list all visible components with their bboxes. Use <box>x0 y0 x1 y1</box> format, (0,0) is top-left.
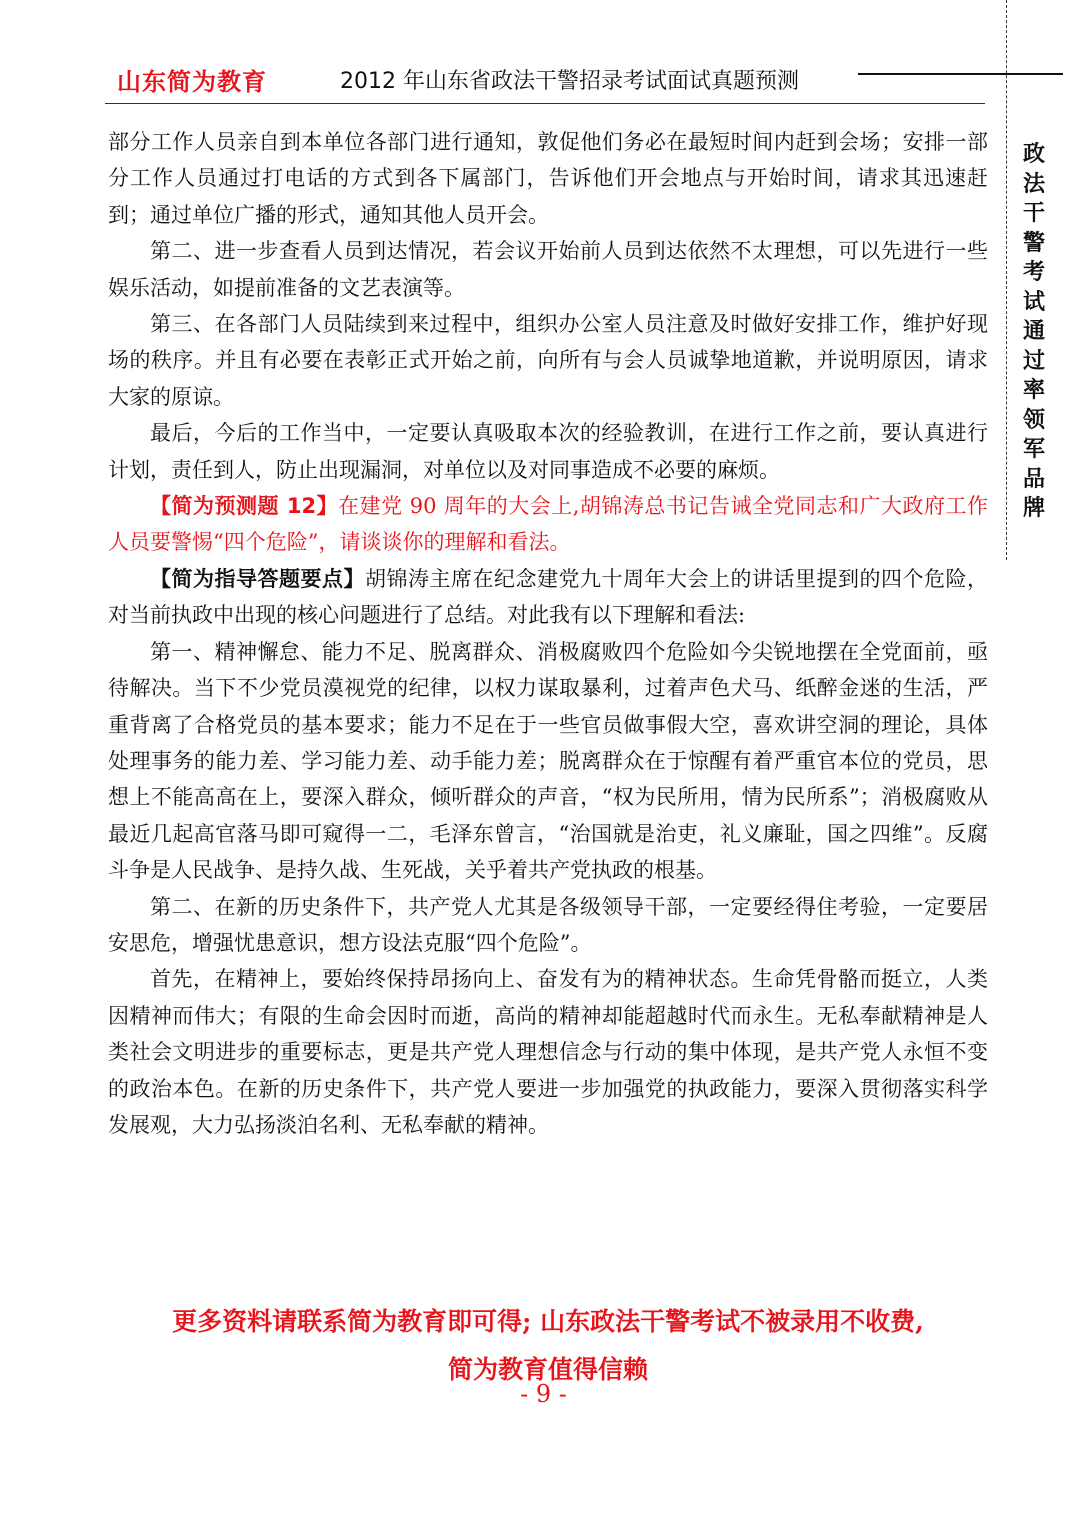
side-char: 领 <box>1022 406 1045 433</box>
answer-text: 胡锦涛主席在纪念建党九十周年大会上的讲话里提到的四个危险，对当前执政中出现的核心问题进行了总结。对此我有以下理解和看法: <box>108 566 988 628</box>
side-char: 率 <box>1022 377 1045 403</box>
side-char: 考 <box>1022 259 1045 285</box>
paragraph: 第二、进一步查看人员到达情况，若会议开始前人员到达依然不太理想，可以先进行一些娱乐活动，如提前准备的文艺表演等。 <box>108 239 988 300</box>
side-char: 通 <box>1022 318 1045 344</box>
side-banner <box>1016 140 1052 524</box>
side-char: 试 <box>1022 288 1045 315</box>
side-char: 法 <box>1022 170 1045 197</box>
brand-name: 山东简为教育 <box>117 67 267 96</box>
paragraph: 第二、在新的历史条件下，共产党人尤其是各级领导干部，一定要经得住考验，一定要居安思危，增强忧患意识，想方设法克服“四个危险”。 <box>108 894 988 955</box>
question-text: 在建党 90 周年的大会上,胡锦涛总书记告诫全党同志和广大政府工作人员要警惕“四个危险”，请谈谈你的理解和看法。 <box>108 494 988 555</box>
page-number: - 9 - <box>520 1380 567 1408</box>
paragraph: 部分工作人员亲自到本单位各部门进行通知，敦促他们务必在最短时间内赶到会场；安排一部分工作人员通过打电话的方式到各下属部门，告诉他们开会地点与开始时间，请求其迅速赶到；通过单位广播的形式，通知其他人员开会。 <box>108 130 988 227</box>
question-label: 【简为预测题 12】 <box>150 494 339 519</box>
side-char: 政 <box>1022 141 1045 167</box>
side-char: 干 <box>1022 200 1045 226</box>
answer-label: 【简为指导答题要点】 <box>150 566 365 591</box>
side-char: 军 <box>1022 436 1045 462</box>
header-rule <box>858 73 1063 75</box>
answer-paragraph <box>108 561 988 634</box>
header-title: 2012 年山东省政法干警招录考试面试真题预测 <box>340 69 799 94</box>
paragraph: 最后，今后的工作当中，一定要认真吸取本次的经验教训，在进行工作之前，要认真进行计划，责任到人，防止出现漏洞，对单位以及对同事造成不必要的麻烦。 <box>108 421 988 482</box>
side-char: 警 <box>1022 229 1045 256</box>
paragraph: 第一、精神懈怠、能力不足、脱离群众、消极腐败四个危险如今尖锐地摆在全党面前，亟待解决。当下不少党员漠视党的纪律，以权力谋取暴利，过着声色犬马、纸醉金迷的生活，严重背离了合格党员的基本要求；能力不足在于一些官员做事假大空，喜欢讲空洞的理论，具体处理事务的能力差、学习能力差、动手能力差；脱离群众在于惊醒有着严重官本位的党员，思想上不能高高在上，要深入群众，倾听群众的声音，“权为民所用，情为民所系”；消极腐败从最近几起高官落马即可窥得一二，毛泽东曾言，“治国就是治吏，礼义廉耻，国之四维”。反腐斗争是人民战争、是持久战、生死战，关乎着共产党执政的根基。 <box>108 639 988 883</box>
footer-line: 简为教育值得信赖 <box>447 1355 648 1384</box>
header-underline <box>105 103 985 104</box>
question-paragraph <box>108 488 988 561</box>
paragraph: 首先，在精神上，要始终保持昂扬向上、奋发有为的精神状态。生命凭骨骼而挺立，人类因精神而伟大；有限的生命会因时而逝，高尚的精神却能超越时代而永生。无私奉献精神是人类社会文明进步的重要标志，更是共产党人理想信念与行动的集中体现，是共产党人永恒不变的政治本色。在新的历史条件下，共产党人要进一步加强党的执政能力，要深入贯彻落实科学发展观，大力弘扬淡泊名利、无私奉献的精神。 <box>108 967 988 1137</box>
side-char: 牌 <box>1022 495 1045 521</box>
side-dashed-divider <box>1006 0 1007 560</box>
side-char: 过 <box>1022 347 1045 374</box>
document-body <box>108 124 988 1143</box>
paragraph: 第三、在各部门人员陆续到来过程中，组织办公室人员注意及时做好安排工作，维护好现场的秩序。并且有必要在表彰正式开始之前，向所有与会人员诚挚地道歉，并说明原因，请求大家的原谅。 <box>108 312 988 409</box>
side-char: 品 <box>1022 465 1045 492</box>
footer-line: 更多资料请联系简为教育即可得; 山东政法干警考试不被录用不收费, <box>172 1307 924 1336</box>
